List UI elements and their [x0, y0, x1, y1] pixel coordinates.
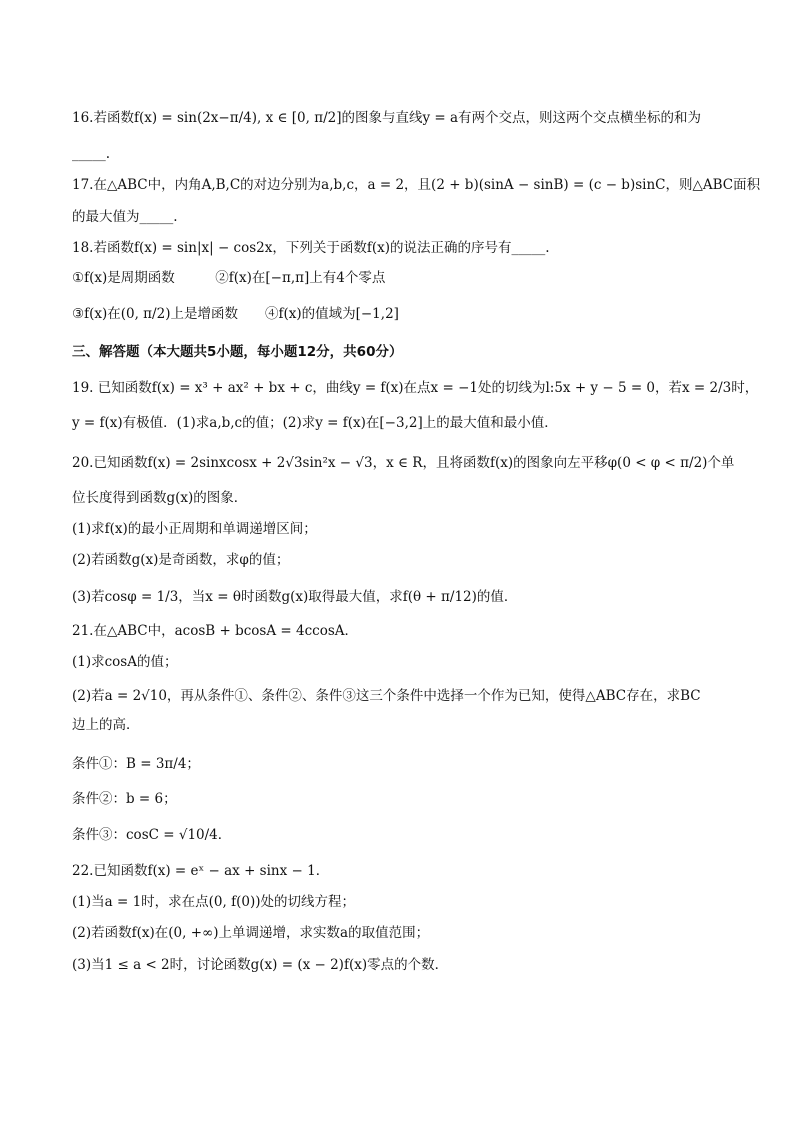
q20-part-3: (3)若cosφ = 1/3，当x = θ时函数g(x)取得最大值，求f(θ + π/12)的值． — [72, 589, 518, 605]
q22-part-1: (1)当a = 1时，求在点(0, f(0))处的切线方程； — [72, 894, 355, 910]
q21-part-2-line-2: 边上的高． — [72, 717, 140, 733]
q19-line-1: 19. 已知函数f(x) = x³ + ax² + bx + c，曲线y = f(x)在点x = −1处的切线为l:5x + y − 5 = 0，若x = 2/3时， — [72, 380, 759, 396]
q22-part-3: (3)当1 ≤ a < 2时，讨论函数g(x) = (x − 2)f(x)零点的个数． — [72, 957, 449, 973]
q21-condition-1: 条件①：B = 3π/4； — [72, 756, 200, 772]
q22-part-2: (2)若函数f(x)在(0, +∞)上单调递增，求实数a的取值范围； — [72, 925, 430, 941]
section-heading: 三、解答题（本大题共5小题，每小题12分，共60分） — [72, 344, 403, 360]
q16-line-1: 16.若函数f(x) = sin(2x−π/4), x ∈ [0, π/2]的图象与直线y = a有两个交点，则这两个交点横坐标的和为 — [72, 110, 702, 126]
q18-options-2: ③f(x)在(0, π/2)上是增函数 ④f(x)的值域为[−1,2] — [72, 306, 399, 322]
q20-part-2: (2)若函数g(x)是奇函数，求φ的值； — [72, 552, 290, 568]
q18-options-1: ①f(x)是周期函数 ②f(x)在[−π,π]上有4个零点 — [72, 270, 386, 286]
q21-condition-3: 条件③：cosC = √10/4． — [72, 827, 232, 843]
q17-line-2: 的最大值为_____. — [72, 209, 178, 225]
q17-line-1: 17.在△ABC中，内角A,B,C的对边分别为a,b,c，a = 2，且(2 + b)(sinA − sinB) = (c − b)sinC，则△ABC面积 — [72, 177, 761, 193]
q21-line-1: 21.在△ABC中，acosB + bcosA = 4ccosA． — [72, 623, 358, 639]
q20-line-2: 位长度得到函数g(x)的图象． — [72, 490, 248, 506]
q22-line-1: 22.已知函数f(x) = eˣ − ax + sinx − 1． — [72, 863, 330, 879]
q20-part-1: (1)求f(x)的最小正周期和单调递增区间； — [72, 521, 317, 537]
q21-condition-2: 条件②：b = 6； — [72, 791, 177, 807]
q20-line-1: 20.已知函数f(x) = 2sinxcosx + 2√3sin²x − √3，x ∈ R，且将函数f(x)的图象向左平移φ(0 < φ < π/2)个单 — [72, 455, 735, 471]
q18-line-1: 18.若函数f(x) = sin|x| − cos2x，下列关于函数f(x)的说法正确的序号有_____. — [72, 240, 550, 256]
q19-line-2: y = f(x)有极值．(1)求a,b,c的值；(2)求y = f(x)在[−3,2]上的最大值和最小值． — [72, 415, 558, 431]
q21-part-2-line-1: (2)若a = 2√10，再从条件①、条件②、条件③这三个条件中选择一个作为已知，使得△ABC存在，求BC — [72, 688, 701, 704]
q21-part-1: (1)求cosA的值； — [72, 654, 178, 670]
q16-line-2: _____. — [72, 146, 111, 162]
